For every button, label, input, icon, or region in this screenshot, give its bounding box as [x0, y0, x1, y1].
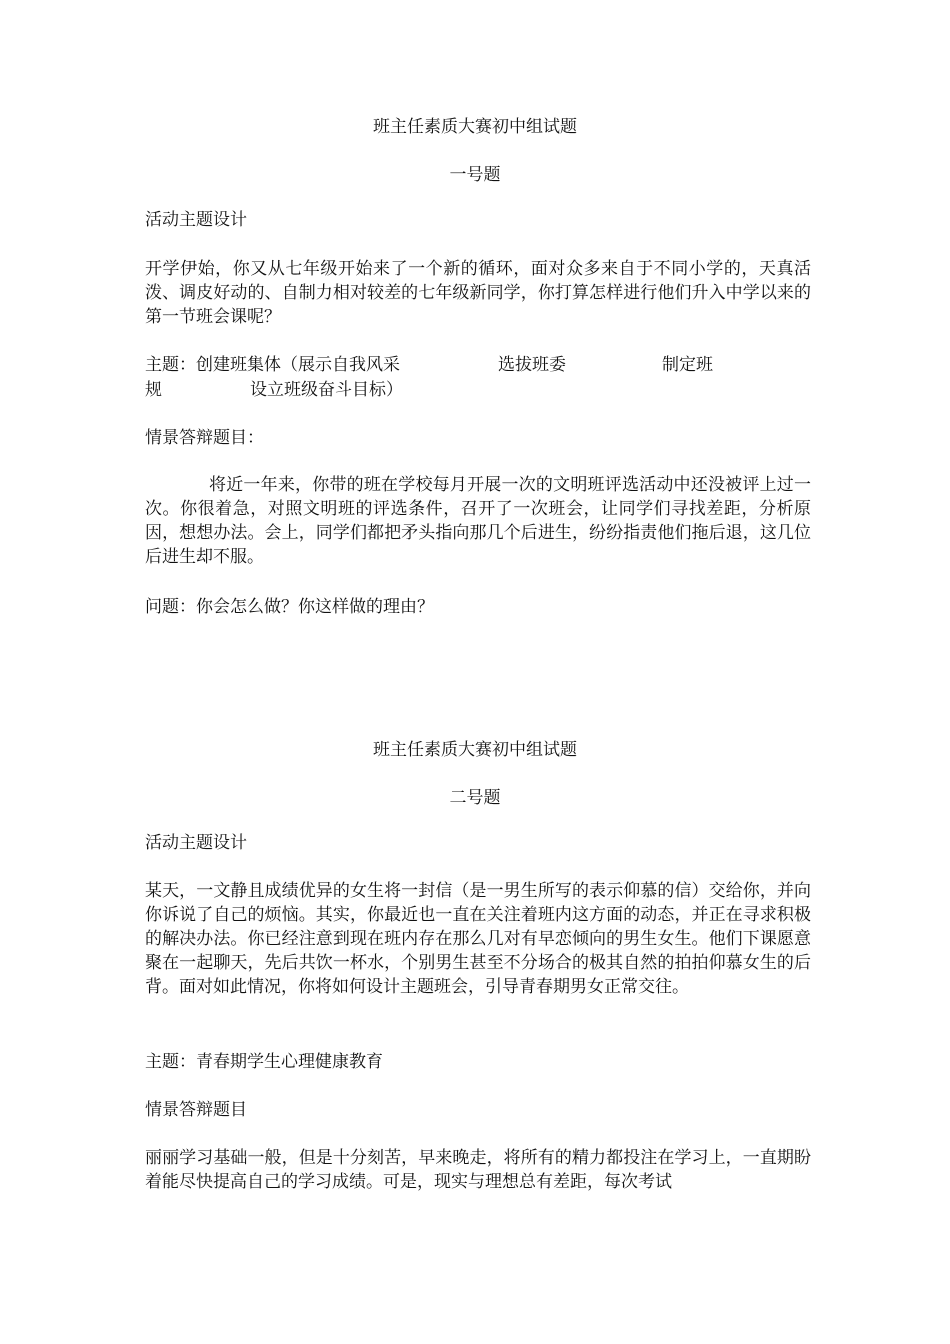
- section2-activity-heading: 活动主题设计: [145, 833, 247, 853]
- section1-theme-part-d: 规: [145, 380, 162, 400]
- section1-scenario-text: 将近一年来，你带的班在学校每月开展一次的文明班评选活动中还没被评上过一次。你很着急，对照文明班的评选条件，召开了一次班会，让同学们寻找差距，分析原因，想想办法。会上，同学们都把矛头指向那几个后进生，纷纷指责他们拖后退，这几位后进生却不服。: [145, 475, 811, 567]
- section1-theme-part-a: 主题：创建班集体（展示自我风采: [145, 355, 400, 375]
- section2-title: 班主任素质大赛初中组试题: [373, 740, 577, 760]
- section1-activity-text: 开学伊始，你又从七年级开始来了一个新的循环，面对众多来自于不同小学的，天真活泼、调皮好动的、自制力相对较差的七年级新同学，你打算怎样进行他们升入中学以来的第一节班会课呢？: [145, 259, 811, 327]
- section1-activity-heading: 活动主题设计: [145, 210, 247, 230]
- section2-activity-text: 某天，一文静且成绩优异的女生将一封信（是一男生所写的表示仰慕的信）交给你，并向你诉说了自己的烦恼。其实，你最近也一直在关注着班内这方面的动态，并正在寻求积极的解决办法。你已经注意到现在班内存在那么几对有早恋倾向的男生女生。他们下课愿意聚在一起聊天，先后共饮一杯水，个别男生甚至不分场合的极其自然的拍拍仰慕女生的后背。面对如此情况，你将如何设计主题班会，引导青春期男女正常交往。: [145, 881, 811, 997]
- section1-number: 一号题: [449, 165, 501, 185]
- section2-theme: 主题：青春期学生心理健康教育: [145, 1052, 383, 1072]
- section2-scenario-heading: 情景答辩题目: [145, 1100, 247, 1120]
- section1-theme-part-c: 制定班: [662, 355, 713, 375]
- section1-theme-part-e: 设立班级奋斗目标）: [250, 380, 403, 400]
- section2-scenario-text: 丽丽学习基础一般，但是十分刻苦，早来晚走，将所有的精力都投注在学习上，一直期盼着能尽快提高自己的学习成绩。可是，现实与理想总有差距，每次考试: [145, 1148, 811, 1192]
- section1-scenario-heading: 情景答辩题目：: [145, 428, 264, 448]
- section1-question: 问题：你会怎么做？你这样做的理由？: [145, 597, 434, 617]
- section1-title: 班主任素质大赛初中组试题: [373, 117, 577, 137]
- section2-number: 二号题: [449, 788, 501, 808]
- section1-theme-part-b: 选拔班委: [498, 355, 566, 375]
